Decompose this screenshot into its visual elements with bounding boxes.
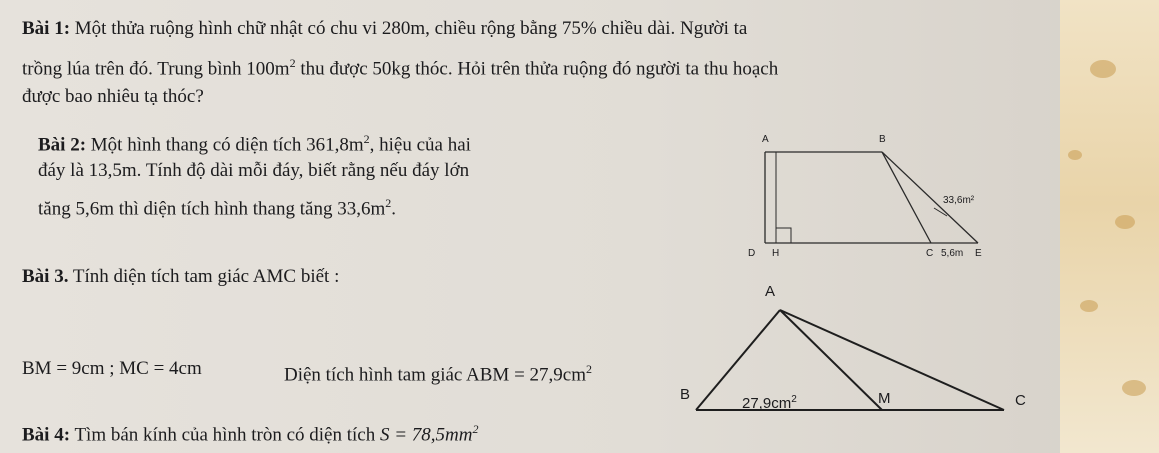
problem3-given-values: BM = 9cm ; MC = 4cm	[22, 358, 202, 379]
trap-label-E: E	[975, 248, 982, 259]
problem4-label: Bài 4:	[22, 424, 71, 446]
problem2-text-3b: .	[391, 198, 396, 220]
trap-label-H: H	[772, 248, 780, 259]
problem3-area-sup: 2	[586, 362, 593, 376]
problem1-text-2b: thu được 50kg thóc. Hỏi trên thửa ruộng đó người ta thu hoạch	[295, 58, 779, 80]
trap-area-label: 33,6m²	[943, 195, 975, 206]
problem4-formula: S = 78,5mm	[379, 424, 473, 446]
problem4-text: Tìm bán kính của hình tròn có diện tích	[70, 424, 380, 446]
trap-label-C: C	[926, 248, 934, 259]
problem2-sup-3: 2	[385, 196, 392, 210]
problem2-text-1b: , hiệu của hai	[369, 134, 471, 156]
tri-label-B: B	[680, 386, 691, 403]
problem1-text-2a: trồng lúa trên đó. Trung bình 100m	[22, 58, 290, 80]
tri-area-value: 27,9cm	[742, 395, 792, 412]
trap-label-D: D	[748, 248, 756, 259]
trap-label-B: B	[879, 134, 886, 145]
problem3-text-1: Tính diện tích tam giác AMC biết :	[68, 266, 340, 287]
tri-side-AC	[780, 310, 1004, 410]
problem3-label: Bài 3.	[22, 266, 69, 287]
tri-label-M: M	[878, 390, 891, 407]
problem1-text-3: được bao nhiêu tạ thóc?	[22, 86, 204, 107]
problem2-sup-1: 2	[363, 132, 370, 146]
problem2-text-2: đáy là 13,5m. Tính độ dài mỗi đáy, biết rằng nếu đáy lớn	[38, 160, 470, 181]
problem2-text-1a: Một hình thang có diện tích 361,8m	[86, 134, 364, 156]
problem2-label: Bài 2:	[38, 134, 87, 156]
tri-label-C: C	[1015, 392, 1026, 409]
problem1-text-1: Một thửa ruộng hình chữ nhật có chu vi 280m, chiều rộng bằng 75% chiều dài. Người ta	[74, 18, 748, 39]
problem4-sup: 2	[472, 422, 479, 436]
problem1-label: Bài 1:	[22, 18, 71, 39]
trap-label-A: A	[762, 134, 769, 145]
problem1-sup: 2	[289, 56, 296, 70]
tri-area-sup: 2	[791, 394, 797, 405]
tri-label-A: A	[765, 283, 776, 300]
trap-ext-label: 5,6m	[941, 248, 964, 259]
tri-area-label	[742, 394, 797, 412]
problem3-area-text: Diện tích hình tam giác ABM = 27,9cm	[284, 364, 587, 386]
problem4-line	[22, 418, 478, 446]
problem2-text-3a: tăng 5,6m thì diện tích hình thang tăng 33,6m	[38, 198, 386, 220]
